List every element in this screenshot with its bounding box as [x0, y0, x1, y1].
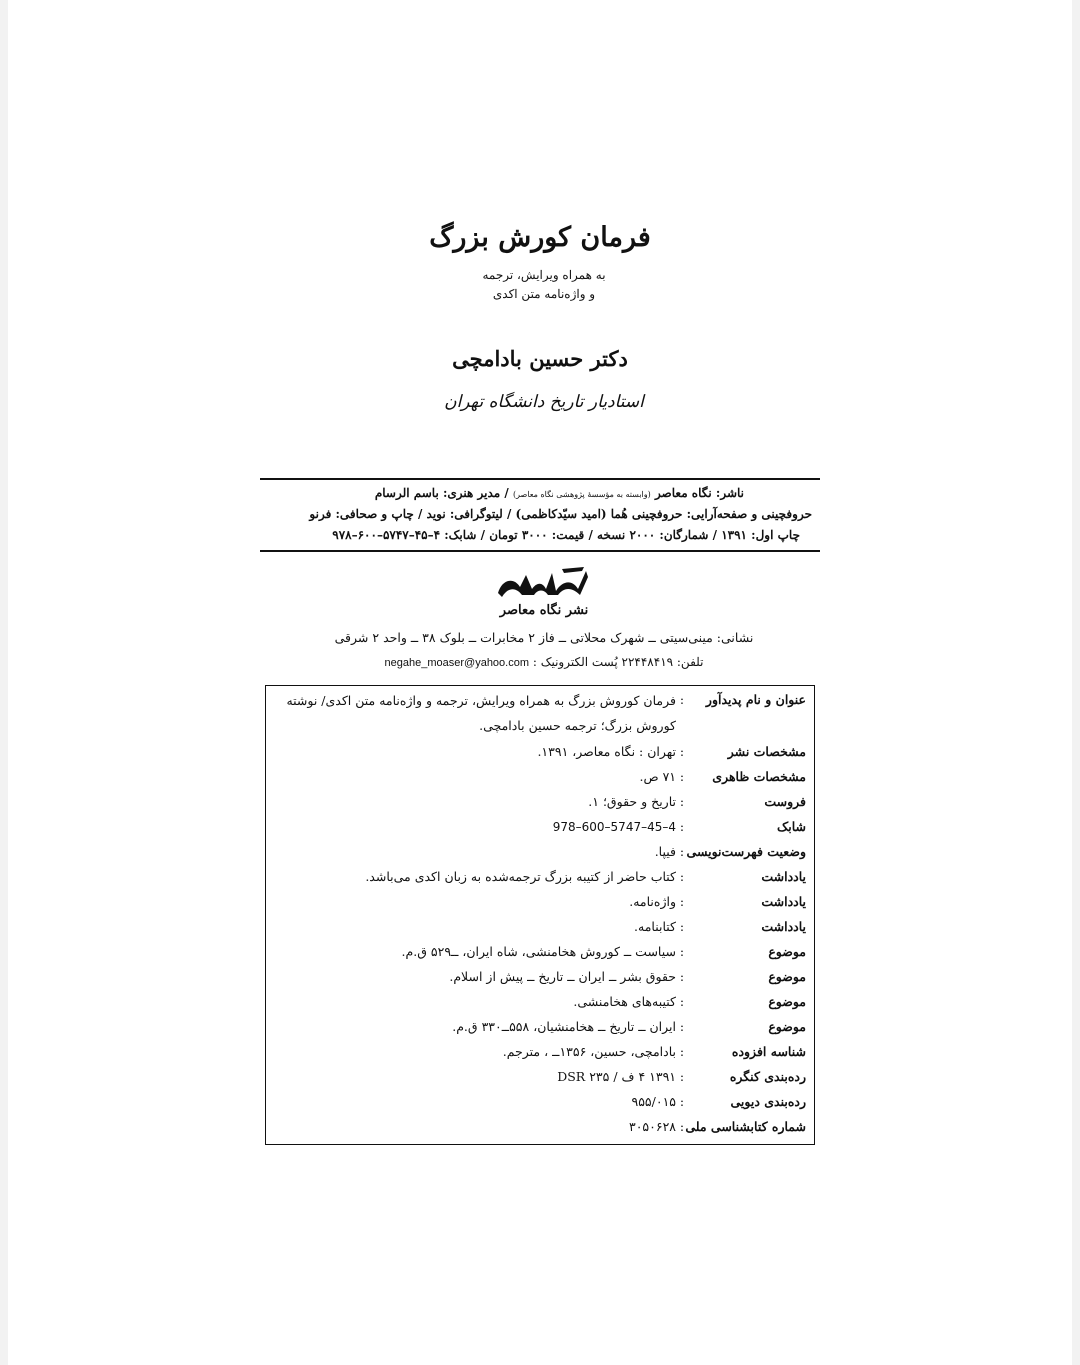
cip-value: حقوق بشر ــ ایران ــ تاریخ ــ پیش از اسلام.: [449, 969, 676, 984]
cip-value: تاریخ و حقوق؛ ۱.: [588, 794, 676, 809]
cip-row: [266, 938, 814, 963]
cip-label: مشخصات ظاهری: [712, 769, 806, 784]
cip-value: تهران : نگاه معاصر، ۱۳۹۱.: [537, 744, 676, 759]
cip-row: [266, 1088, 814, 1113]
cip-value: کتیبه‌های هخامنشی.: [573, 994, 676, 1009]
book-title: فرمان کورش بزرگ: [429, 222, 651, 253]
cip-colon: :: [679, 819, 685, 834]
cip-label: شماره کتابشناسی ملی: [685, 1119, 806, 1134]
phone-label: تلفن: ۲۲۴۴۸۴۱۹ پُست الکترونیک :: [532, 655, 704, 669]
cip-label: شابک: [777, 819, 806, 834]
cip-row: [266, 738, 814, 763]
cip-value: کتاب حاضر از کتیبه بزرگ ترجمه‌شده به زبان اکدی می‌باشد.: [365, 869, 676, 884]
publisher-line-2: حروفچینی و صفحه‌آرایی: حروفچینی هُما (امید سیّدکاظمی) / لیتوگرافی: نوید / چاپ و صحافی: فرنو: [309, 507, 812, 521]
cip-row: [266, 888, 814, 913]
cip-colon: :: [679, 919, 685, 934]
publisher-contact: [8, 655, 1080, 669]
publisher-line-1: [375, 486, 744, 500]
publisher-name: نشر نگاه معاصر: [499, 603, 589, 618]
author-affiliation: استادیار تاریخ دانشگاه تهران: [444, 392, 644, 412]
cip-value: واژه‌نامه.: [629, 894, 676, 909]
cip-label: یادداشت: [761, 919, 806, 934]
cip-colon: :: [679, 1119, 685, 1134]
cip-value: بادامچی، حسین، ۱۳۵۶ــ ، مترجم.: [502, 1044, 676, 1059]
cip-colon: :: [679, 794, 685, 809]
cip-row: [266, 1113, 814, 1138]
cip-value: ایران ــ تاریخ ــ هخامنشیان، ۵۵۸ــ۳۳۰ ق.م.: [452, 1019, 676, 1034]
page: [8, 0, 1072, 1365]
subtitle-line-1: به همراه ویرایش، ترجمه: [482, 268, 606, 282]
cip-label: یادداشت: [761, 894, 806, 909]
isbn-value: 978–600–5747–45–4: [552, 820, 676, 834]
cip-value: [274, 819, 676, 834]
cip-colon: :: [679, 769, 685, 784]
publisher-address: نشانی: مینی‌سیتی ــ شهرک محلاتی ــ فاز ۲ مخابرات ــ بلوک ۳۸ ــ واحد ۲ شرقی: [334, 630, 754, 645]
subtitle-line-2: و واژه‌نامه متن اکدی: [492, 287, 596, 301]
cip-row: [266, 813, 814, 838]
cip-row: [266, 1063, 814, 1088]
author-name: دکتر حسین بادامچی: [452, 346, 628, 371]
cip-label: عنوان و نام پدیدآور: [705, 692, 806, 707]
cip-colon: :: [679, 1019, 685, 1034]
cip-colon: :: [679, 994, 685, 1009]
email-address: negahe_moaser@yahoo.com: [384, 657, 530, 669]
cip-value: ۷۱ ص.: [639, 769, 676, 784]
cip-label: موضوع: [768, 1019, 806, 1034]
cip-row: [266, 963, 814, 988]
cip-row: [266, 838, 814, 863]
cip-colon: :: [679, 944, 685, 959]
cip-label: موضوع: [768, 969, 806, 984]
cip-colon: :: [679, 1069, 685, 1084]
cip-colon: :: [679, 894, 685, 909]
art-director: / مدیر هنری: باسم الرسام: [374, 486, 509, 500]
cip-label: یادداشت: [761, 869, 806, 884]
cip-colon: :: [679, 1044, 685, 1059]
cip-row: [266, 763, 814, 788]
publisher-label: ناشر: نگاه معاصر: [654, 486, 744, 500]
cip-label: شناسه افزوده: [731, 1044, 806, 1059]
cip-label: وضعیت فهرست‌نویسی: [686, 844, 806, 859]
cip-value: فیپا.: [654, 844, 676, 859]
cip-row: [266, 913, 814, 938]
cip-value: ۱۳۹۱ ۴ ف / ۲۳۵ DSR: [557, 1069, 676, 1084]
cip-colon: :: [679, 844, 685, 859]
cip-value: سیاست ــ کوروش هخامنشی، شاه ایران، ــ۵۲۹ ق.م.: [401, 944, 676, 959]
publisher-line-3: چاپ اول: ۱۳۹۱ / شمارگان: ۲۰۰۰ نسخه / قیمت: ۳۰۰۰ تومان / شابک: ۴–۴۵–۵۷۴۷–۶۰۰–۹۷۸: [332, 528, 800, 542]
cip-colon: :: [679, 744, 685, 759]
cip-label: فروست: [764, 794, 806, 809]
cip-label: موضوع: [768, 944, 806, 959]
cip-label: موضوع: [768, 994, 806, 1009]
cip-colon: :: [679, 692, 685, 707]
cip-label: رده‌بندی دیویی: [730, 1094, 806, 1109]
cip-colon: :: [679, 969, 685, 984]
cip-row: [266, 788, 814, 813]
publisher-info-block: [260, 478, 820, 552]
cip-row: [266, 1013, 814, 1038]
publisher-affiliation-note: (وابسته به مؤسسهٔ پژوهشی نگاه معاصر): [512, 490, 651, 499]
cataloging-in-publication-box: [265, 685, 815, 1145]
cip-colon: :: [679, 869, 685, 884]
cip-row: [266, 1038, 814, 1063]
cip-value: ۳۰۵۰۶۲۸: [629, 1119, 676, 1134]
cip-row: [266, 988, 814, 1013]
cip-value: کتابنامه.: [634, 919, 676, 934]
cip-label: مشخصات نشر: [727, 744, 806, 759]
negah-logo: [492, 565, 592, 601]
cip-row: [266, 863, 814, 888]
cip-row: [266, 686, 814, 736]
cip-value: ۹۵۵/۰۱۵: [631, 1094, 676, 1109]
cip-value: فرمان کوروش بزرگ به همراه ویرایش، ترجمه و واژه‌نامه متن اکدی/ نوشته کوروش بزرگ؛ ترجمه حسین بادامچی.: [286, 693, 676, 733]
cip-label: رده‌بندی کنگره: [729, 1069, 806, 1084]
cip-colon: :: [679, 1094, 685, 1109]
